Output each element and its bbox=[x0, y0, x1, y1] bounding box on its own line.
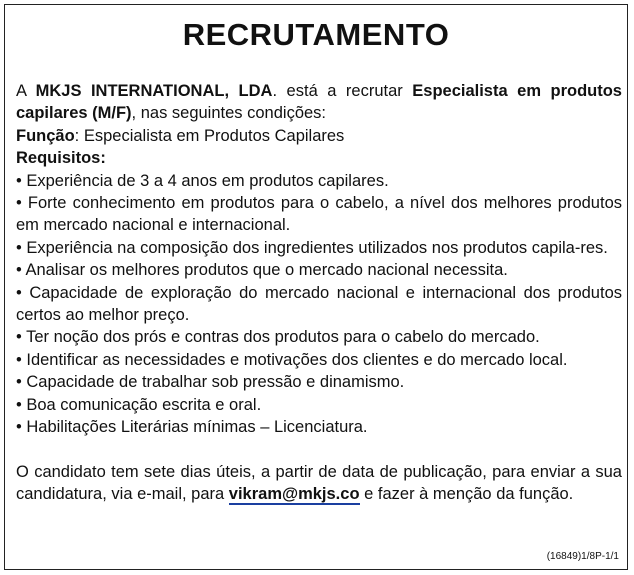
list-item: • Capacidade de exploração do mercado nacional e internacional dos produtos certos ao melhor preço. bbox=[16, 283, 622, 325]
ad-body bbox=[16, 80, 622, 505]
list-item: • Identificar as necessidades e motivações dos clientes e do mercado local. bbox=[16, 350, 568, 369]
intro-suffix: , nas seguintes condições: bbox=[131, 104, 327, 123]
funcao-label: Função bbox=[16, 126, 75, 145]
list-item: • Analisar os melhores produtos que o mercado nacional necessita. bbox=[16, 261, 508, 280]
requisitos-list bbox=[16, 170, 622, 439]
company-name: MKJS INTERNATIONAL, LDA bbox=[35, 82, 273, 100]
job-ad-frame bbox=[4, 4, 628, 570]
ad-title: RECRUTAMENTO bbox=[182, 17, 450, 52]
list-item: • Capacidade de trabalhar sob pressão e dinamismo. bbox=[16, 373, 405, 392]
requisitos-heading: Requisitos: bbox=[16, 149, 106, 168]
list-item: • Experiência na composição dos ingredientes utilizados nos produtos capila-res. bbox=[16, 238, 608, 257]
funcao-value: : Especialista em Produtos Capilares bbox=[74, 126, 345, 145]
position-name: Especialista em produtos capilares (M/F) bbox=[16, 82, 622, 123]
list-item: • Experiência de 3 a 4 anos em produtos capilares. bbox=[16, 171, 389, 190]
closing-paragraph bbox=[16, 461, 622, 506]
list-item: • Boa comunicação escrita e oral. bbox=[16, 395, 262, 414]
intro-prefix: A bbox=[16, 82, 36, 100]
list-item: • Ter noção dos prós e contras dos produtos para o cabelo do mercado. bbox=[16, 328, 540, 347]
list-item: • Habilitações Literárias mínimas – Licenciatura. bbox=[16, 418, 368, 437]
intro-paragraph bbox=[16, 80, 622, 125]
email-link[interactable]: vikram@mkjs.co bbox=[228, 484, 360, 503]
funcao-line bbox=[16, 125, 622, 147]
list-item: • Forte conhecimento em produtos para o cabelo, a nível dos melhores produtos em mercado nacional e internacional. bbox=[16, 194, 622, 235]
intro-middle: . está a recrutar bbox=[272, 82, 413, 100]
reference-code: (16849)1/8P-1/1 bbox=[546, 551, 619, 562]
closing-text-before: O candidato tem sete dias úteis, a partir de data de publicação, para enviar a sua candidatura, via e-mail, para bbox=[16, 462, 622, 503]
closing-text-after: e fazer à menção da função. bbox=[359, 484, 574, 503]
